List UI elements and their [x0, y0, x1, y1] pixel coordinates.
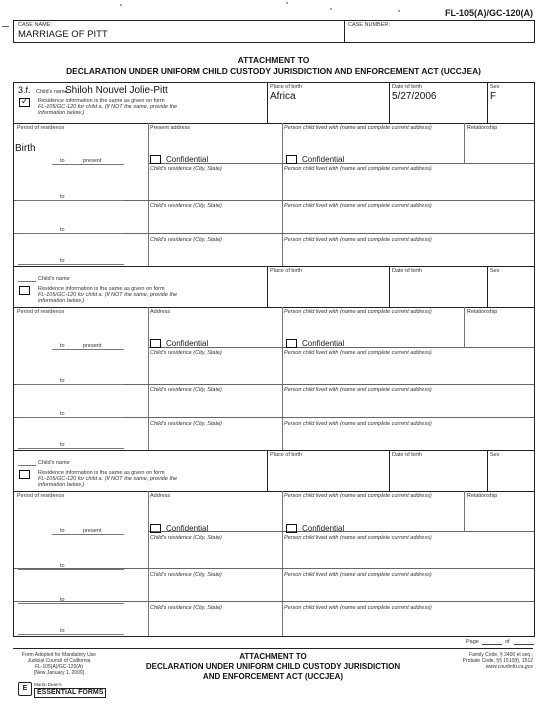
period-underline — [52, 349, 124, 350]
period-underline — [18, 603, 124, 604]
place-of-birth-label: Place of birth — [270, 84, 303, 90]
person-lived-with-label: Person child lived with (name and complete current address) — [284, 572, 432, 578]
confidential-checkbox[interactable] — [286, 155, 297, 164]
person-lived-with-label: Person child lived with (name and complete current address) — [284, 605, 432, 611]
scan-speck — [120, 4, 122, 6]
residence-same-line3: information below.) — [38, 298, 85, 304]
case-name-label: CASE NAME: — [18, 22, 52, 28]
logo-line2: ESSENTIAL FORMS — [34, 688, 106, 698]
case-number-label: CASE NUMBER: — [348, 22, 390, 28]
item-underline — [18, 281, 36, 282]
present-label: present — [83, 343, 102, 349]
period-underline — [18, 233, 124, 234]
period-underline — [52, 534, 124, 535]
person-lived-with-label: Person child lived with (name and complete current address) — [284, 309, 432, 315]
essential-forms-logo-icon: E — [18, 682, 32, 696]
page-label: Page — [466, 639, 479, 645]
childs-residence-label: Child's residence (City, State) — [150, 535, 222, 541]
childs-residence-label: Child's residence (City, State) — [150, 605, 222, 611]
attachment-title-line2: DECLARATION UNDER UNIFORM CHILD CUSTODY JURISDICTION AND ENFORCEMENT ACT (UCCJEA) — [66, 66, 481, 76]
confidential-checkbox[interactable] — [150, 524, 161, 533]
attachment-title-line1: ATTACHMENT TO — [237, 55, 310, 65]
to-label: to — [60, 378, 65, 384]
relationship-label: Relationship — [467, 493, 498, 499]
confidential-label: Confidential — [166, 339, 209, 348]
place-of-birth-label: Place of birth — [270, 268, 303, 274]
childs-name-label: Child's name — [38, 276, 70, 282]
date-of-birth-label: Date of birth — [392, 268, 422, 274]
checkmark-icon: ✓ — [21, 96, 29, 106]
margin-mark — [2, 26, 9, 27]
person-lived-with-label: Person child lived with (name and complete current address) — [284, 125, 432, 131]
residence-same-line1: Residence information is the same as given on form — [38, 470, 165, 476]
to-label: to — [60, 628, 65, 634]
residence-same-checkbox[interactable] — [19, 470, 30, 479]
person-lived-with-label: Person child lived with (name and complete current address) — [284, 166, 432, 172]
footer-adoption-line1: Form Adopted for Mandatory Use — [22, 652, 96, 658]
date-of-birth-label: Date of birth — [392, 452, 422, 458]
footer-title-line3: AND ENFORCEMENT ACT (UCCJEA) — [202, 672, 344, 681]
person-lived-with-label: Person child lived with (name and complete current address) — [284, 237, 432, 243]
confidential-checkbox[interactable] — [286, 524, 297, 533]
footer-code-line3: www.courtinfo.ca.gov — [485, 664, 533, 670]
period-of-residence-label: Period of residence — [17, 493, 65, 499]
of-label: of — [505, 639, 510, 645]
footer-adoption-line3: FL-105(A)/GC-120(A) — [34, 664, 84, 670]
date-of-birth-label: Date of birth — [392, 84, 422, 90]
person-lived-with-label: Person child lived with (name and complete current address) — [284, 387, 432, 393]
logo-line1: Martin Dean's — [34, 682, 62, 687]
period-underline — [18, 200, 124, 201]
residence-same-line1: Residence information is the same as given on form — [38, 286, 165, 292]
person-lived-with-label: Person child lived with (name and complete current address) — [284, 350, 432, 356]
to-label: to — [60, 194, 65, 200]
person-lived-with-label: Person child lived with (name and complete current address) — [284, 535, 432, 541]
childs-residence-label: Child's residence (City, State) — [150, 237, 222, 243]
period-underline — [52, 164, 124, 165]
childs-residence-label: Child's residence (City, State) — [150, 166, 222, 172]
confidential-checkbox[interactable] — [150, 339, 161, 348]
relationship-label: Relationship — [467, 125, 498, 131]
person-lived-with-label: Person child lived with (name and complete current address) — [284, 493, 432, 499]
address-label: Address — [150, 493, 171, 499]
residence-same-line3: information below.) — [38, 110, 85, 116]
period-underline — [18, 264, 124, 265]
childs-residence-label: Child's residence (City, State) — [150, 421, 222, 427]
to-label: to — [60, 158, 65, 164]
confidential-label: Confidential — [166, 524, 209, 533]
period-of-residence-label: Period of residence — [17, 309, 65, 315]
page-number-line — [482, 644, 502, 645]
residence-same-line2: FL-105/GC-120 for child a. (If NOT the same, provide the — [38, 104, 178, 110]
residence-same-checkbox[interactable] — [19, 286, 30, 295]
period-underline — [18, 448, 124, 449]
confidential-label: Confidential — [302, 524, 345, 533]
child1-date-of-birth: 5/27/2006 — [392, 91, 437, 102]
period-underline — [18, 634, 124, 635]
period-of-residence-label: Period of residence — [17, 125, 65, 131]
sex-label: Sex — [490, 84, 500, 90]
item-underline — [18, 465, 36, 466]
confidential-label: Confidential — [166, 155, 209, 164]
confidential-label: Confidential — [302, 339, 345, 348]
childs-name-label: Child's name — [36, 89, 68, 95]
residence-same-line2: FL-105/GC-120 for child a. (If NOT the same, provide the — [38, 476, 178, 482]
confidential-label: Confidential — [302, 155, 345, 164]
footer-rule — [13, 648, 533, 649]
footer-adoption-line4: [New January 1, 2009] — [33, 670, 85, 676]
childs-residence-label: Child's residence (City, State) — [150, 387, 222, 393]
scan-speck — [286, 2, 288, 4]
residence-same-line1: Residence information is the same as given on form — [38, 98, 165, 104]
person-lived-with-label: Person child lived with (name and complete current address) — [284, 421, 432, 427]
address-label: Address — [150, 309, 171, 315]
period-underline — [18, 417, 124, 418]
to-label: to — [60, 597, 65, 603]
present-label: present — [83, 158, 102, 164]
sex-label: Sex — [490, 268, 500, 274]
to-label: to — [60, 442, 65, 448]
scan-speck — [398, 10, 400, 12]
childs-name-label: Child's name — [38, 460, 70, 466]
sex-label: Sex — [490, 452, 500, 458]
footer-title-line2: DECLARATION UNDER UNIFORM CHILD CUSTODY JURISDICTION — [145, 662, 401, 671]
relationship-label: Relationship — [467, 309, 498, 315]
child1-name: Shiloh Nouvel Jolie-Pitt — [65, 85, 168, 96]
form-number: FL-105(A)/GC-120(A) — [444, 8, 533, 18]
present-address-label: Present address — [150, 125, 191, 131]
confidential-checkbox[interactable] — [286, 339, 297, 348]
childs-residence-label: Child's residence (City, State) — [150, 350, 222, 356]
footer-title-line1: ATTACHMENT TO — [239, 652, 307, 661]
child1-sex: F — [490, 91, 497, 102]
to-label: to — [60, 411, 65, 417]
scan-speck — [330, 8, 332, 10]
residence-same-checkbox[interactable] — [19, 98, 30, 107]
footer-code-line1: Family Code, § 3400 et seq.; — [469, 652, 533, 658]
place-of-birth-label: Place of birth — [270, 452, 303, 458]
to-label: to — [60, 563, 65, 569]
period-underline — [18, 569, 124, 570]
child1-place-of-birth: Africa — [270, 91, 296, 102]
item-number: 3.f. — [18, 85, 31, 95]
child1-period-start: Birth — [15, 143, 36, 154]
case-name-value: MARRIAGE OF PITT — [18, 29, 108, 40]
childs-residence-label: Child's residence (City, State) — [150, 203, 222, 209]
residence-same-line2: FL-105/GC-120 for child a. (If NOT the same, provide the — [38, 292, 178, 298]
period-underline — [18, 384, 124, 385]
residence-same-line3: information below.) — [38, 482, 85, 488]
confidential-checkbox[interactable] — [150, 155, 161, 164]
person-lived-with-label: Person child lived with (name and complete current address) — [284, 203, 432, 209]
footer-code-line2: Probate Code, §§ 1510(f), 1512 — [462, 658, 533, 664]
to-label: to — [60, 227, 65, 233]
footer-adoption-line2: Judicial Council of California — [27, 658, 91, 664]
to-label: to — [60, 258, 65, 264]
to-label: to — [60, 343, 65, 349]
page-total-line — [514, 644, 534, 645]
childs-residence-label: Child's residence (City, State) — [150, 572, 222, 578]
to-label: to — [60, 528, 65, 534]
present-label: present — [83, 528, 102, 534]
